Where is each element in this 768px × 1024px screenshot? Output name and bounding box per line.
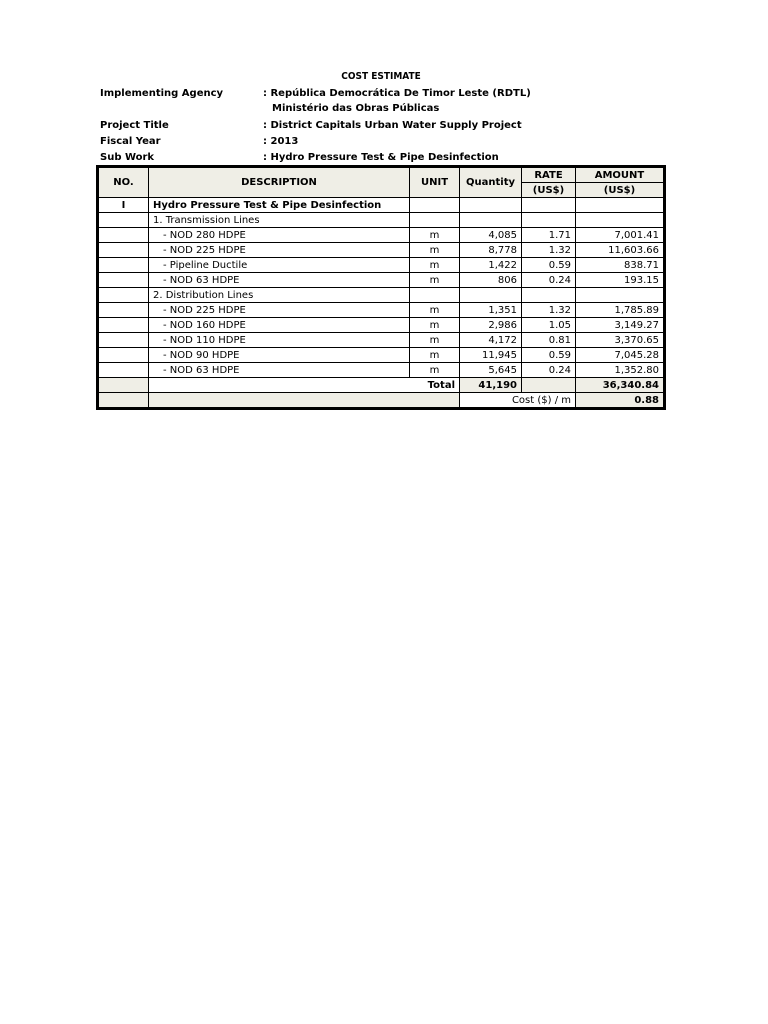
empty-cell xyxy=(576,198,664,213)
group-label: 2. Distribution Lines xyxy=(149,288,410,303)
empty-cell xyxy=(99,273,149,288)
empty-cell xyxy=(99,213,149,228)
meta-value: : Hydro Pressure Test & Pipe Desinfection xyxy=(263,152,499,163)
item-quantity: 11,945 xyxy=(460,348,522,363)
section-description: Hydro Pressure Test & Pipe Desinfection xyxy=(149,198,410,213)
group-row xyxy=(99,213,664,228)
item-rate: 0.59 xyxy=(522,348,576,363)
empty-cell xyxy=(99,243,149,258)
project-info xyxy=(100,86,660,166)
meta-label: Project Title xyxy=(100,120,169,131)
item-amount: 1,352.80 xyxy=(576,363,664,378)
empty-cell xyxy=(99,303,149,318)
item-amount: 11,603.66 xyxy=(576,243,664,258)
meta-label: Fiscal Year xyxy=(100,136,161,147)
item-rate: 1.32 xyxy=(522,243,576,258)
empty-cell xyxy=(99,348,149,363)
item-amount: 3,370.65 xyxy=(576,333,664,348)
item-rate: 1.05 xyxy=(522,318,576,333)
group-row xyxy=(99,288,664,303)
table-row xyxy=(99,303,664,318)
item-rate: 1.32 xyxy=(522,303,576,318)
meta-row-implementing-agency xyxy=(100,86,660,118)
meta-label: Sub Work xyxy=(100,152,155,163)
empty-cell xyxy=(460,198,522,213)
header-unit: UNIT xyxy=(410,168,460,198)
item-amount: 193.15 xyxy=(576,273,664,288)
cost-per-m-label: Cost ($) / m xyxy=(460,393,576,408)
cost-per-m-row xyxy=(99,393,664,408)
item-description: - NOD 225 HDPE xyxy=(149,243,410,258)
empty-cell xyxy=(522,378,576,393)
meta-value: : District Capitals Urban Water Supply Project xyxy=(263,120,522,131)
item-quantity: 5,645 xyxy=(460,363,522,378)
meta-row-sub-work xyxy=(100,150,660,166)
empty-cell xyxy=(99,258,149,273)
item-rate: 0.59 xyxy=(522,258,576,273)
cost-per-m-value: 0.88 xyxy=(576,393,664,408)
empty-cell xyxy=(522,213,576,228)
item-quantity: 806 xyxy=(460,273,522,288)
meta-value-secondary: Ministério das Obras Públicas xyxy=(272,103,440,114)
group-label: 1. Transmission Lines xyxy=(149,213,410,228)
empty-cell xyxy=(576,288,664,303)
empty-cell xyxy=(99,393,149,408)
item-description: - Pipeline Ductile xyxy=(149,258,410,273)
meta-label: Implementing Agency xyxy=(100,88,224,99)
item-description: - NOD 90 HDPE xyxy=(149,348,410,363)
item-quantity: 4,085 xyxy=(460,228,522,243)
item-quantity: 2,986 xyxy=(460,318,522,333)
item-rate: 0.24 xyxy=(522,363,576,378)
empty-cell xyxy=(522,198,576,213)
item-unit: m xyxy=(410,258,460,273)
item-amount: 3,149.27 xyxy=(576,318,664,333)
item-unit: m xyxy=(410,273,460,288)
item-unit: m xyxy=(410,228,460,243)
total-row xyxy=(99,378,664,393)
header-amount: AMOUNT xyxy=(576,168,664,183)
section-no: I xyxy=(99,198,149,213)
item-quantity: 1,422 xyxy=(460,258,522,273)
meta-value: : República Democrática De Timor Leste (RDTL) xyxy=(263,88,531,99)
header-quantity: Quantity xyxy=(460,168,522,198)
total-amount: 36,340.84 xyxy=(576,378,664,393)
empty-cell xyxy=(99,333,149,348)
item-quantity: 4,172 xyxy=(460,333,522,348)
item-unit: m xyxy=(410,318,460,333)
item-amount: 7,045.28 xyxy=(576,348,664,363)
item-description: - NOD 280 HDPE xyxy=(149,228,410,243)
item-rate: 1.71 xyxy=(522,228,576,243)
item-quantity: 8,778 xyxy=(460,243,522,258)
empty-cell xyxy=(99,318,149,333)
header-rate-unit: (US$) xyxy=(522,183,576,198)
item-description: - NOD 110 HDPE xyxy=(149,333,410,348)
table-row xyxy=(99,363,664,378)
page-title: COST ESTIMATE xyxy=(341,71,421,82)
item-rate: 0.24 xyxy=(522,273,576,288)
table-row xyxy=(99,273,664,288)
item-amount: 838.71 xyxy=(576,258,664,273)
total-label: Total xyxy=(149,378,460,393)
header-no: NO. xyxy=(99,168,149,198)
header-amount-unit: (US$) xyxy=(576,183,664,198)
empty-cell xyxy=(410,198,460,213)
empty-cell xyxy=(99,378,149,393)
empty-cell xyxy=(576,213,664,228)
table-row xyxy=(99,318,664,333)
cost-estimate-table xyxy=(98,167,664,408)
item-amount: 1,785.89 xyxy=(576,303,664,318)
item-description: - NOD 225 HDPE xyxy=(149,303,410,318)
table-row xyxy=(99,258,664,273)
total-quantity: 41,190 xyxy=(460,378,522,393)
empty-cell xyxy=(522,288,576,303)
empty-cell xyxy=(410,213,460,228)
item-unit: m xyxy=(410,333,460,348)
item-description: - NOD 63 HDPE xyxy=(149,273,410,288)
table-row xyxy=(99,243,664,258)
header-rate: RATE xyxy=(522,168,576,183)
item-unit: m xyxy=(410,303,460,318)
empty-cell xyxy=(99,288,149,303)
empty-cell xyxy=(460,213,522,228)
empty-cell xyxy=(410,288,460,303)
empty-cell xyxy=(149,393,460,408)
item-description: - NOD 63 HDPE xyxy=(149,363,410,378)
item-unit: m xyxy=(410,363,460,378)
item-quantity: 1,351 xyxy=(460,303,522,318)
empty-cell xyxy=(99,228,149,243)
item-unit: m xyxy=(410,243,460,258)
header-description: DESCRIPTION xyxy=(149,168,410,198)
meta-row-project-title xyxy=(100,118,660,134)
empty-cell xyxy=(99,363,149,378)
item-rate: 0.81 xyxy=(522,333,576,348)
table-row xyxy=(99,228,664,243)
section-row xyxy=(99,198,664,213)
meta-row-fiscal-year xyxy=(100,134,660,150)
item-unit: m xyxy=(410,348,460,363)
table-row xyxy=(99,333,664,348)
item-description: - NOD 160 HDPE xyxy=(149,318,410,333)
meta-value: : 2013 xyxy=(263,136,299,147)
empty-cell xyxy=(460,288,522,303)
table-row xyxy=(99,348,664,363)
item-amount: 7,001.41 xyxy=(576,228,664,243)
